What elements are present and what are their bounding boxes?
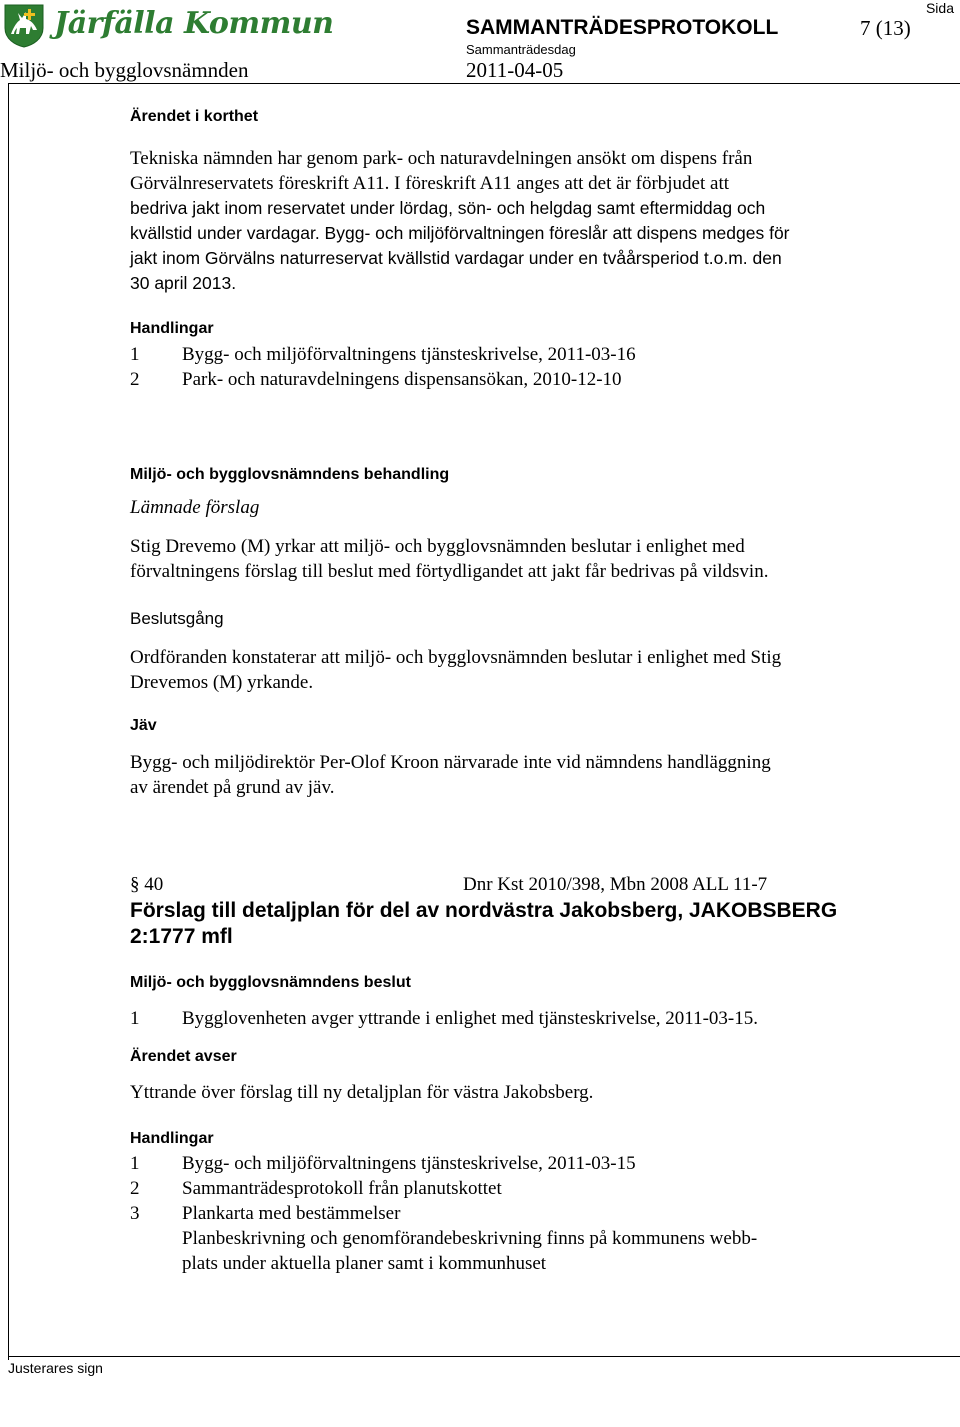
jav-heading: Jäv: [130, 717, 157, 734]
paragraph-line: kvällstid under vardagar. Bygg- och miljöförvaltningen föreslår att dispens medges för: [130, 223, 790, 243]
page-number: 7 (13): [860, 16, 911, 40]
lamnade-forslag-subheading: Lämnade förslag: [130, 497, 260, 518]
paragraph-line: 30 april 2013.: [130, 273, 237, 293]
paragraph-line: bedriva jakt inom reservatet under lördag, sön- och helgdag samt eftermiddag och: [130, 198, 766, 218]
handlingar-heading-2: Handlingar: [130, 1130, 214, 1147]
jav-paragraph: [130, 750, 930, 800]
paragraph-number: [130, 874, 163, 896]
handlingar-note: [182, 1226, 757, 1276]
list-item: [130, 1176, 502, 1201]
title-line: Förslag till detaljplan för del av nordvästra Jakobsberg, JAKOBSBERG: [130, 899, 838, 922]
sammantradesdag-label: Sammanträdesdag: [466, 42, 576, 57]
beslut-heading: Miljö- och bygglovsnämndens beslut: [130, 974, 411, 991]
paragraph-line: av ärendet på grund av jäv.: [130, 777, 335, 798]
beslutsgang-paragraph: [130, 645, 930, 695]
paragraph-line: förvaltningens förslag till beslut med förtydligandet att jakt får bedrivas på vildsvin.: [130, 561, 769, 582]
title-line: 2:1777 mfl: [130, 925, 233, 948]
list-item: [130, 1006, 758, 1031]
list-item-text: Plankarta med bestämmelser: [182, 1203, 401, 1224]
arendet-i-korthet-heading: Ärendet i korthet: [130, 108, 259, 125]
paragraph-line: Bygg- och miljödirektör Per-Olof Kroon närvarade inte vid nämndens handläggning: [130, 752, 771, 773]
paragraph-sign: §: [130, 874, 140, 895]
list-item-text: Bygg- och miljöförvaltningens tjänsteskrivelse, 2011-03-15: [182, 1153, 636, 1174]
list-item: [130, 1201, 400, 1226]
behandling-heading: Miljö- och bygglovsnämndens behandling: [130, 466, 450, 483]
note-line: Planbeskrivning och genomförandebeskrivning finns på kommunens webb-: [182, 1228, 758, 1249]
arendet-paragraph: [130, 146, 930, 296]
committee-name: Miljö- och bygglovsnämnden: [0, 58, 249, 82]
paragraph-line: Görvälnreservatets föreskrift A11. I föreskrift A11 anges att det är förbjudet att: [130, 173, 730, 194]
list-item-number: 3: [130, 1203, 140, 1224]
arendet-avser-text: Yttrande över förslag till ny detaljplan för västra Jakobsberg.: [130, 1082, 594, 1103]
list-item-number: 1: [130, 344, 140, 365]
list-item-text: Park- och naturavdelningens dispensansökan, 2010-12-10: [182, 369, 622, 390]
list-item-text: Sammanträdesprotokoll från planutskottet: [182, 1178, 502, 1199]
paragraph-line: Ordföranden konstaterar att miljö- och bygglovsnämnden beslutar i enlighet med Stig: [130, 647, 782, 668]
footer-divider: [8, 1356, 960, 1357]
forslag-paragraph: [130, 534, 930, 584]
list-item-number: 2: [130, 1178, 140, 1199]
dnr-reference: Dnr Kst 2010/398, Mbn 2008 ALL 11-7: [463, 874, 768, 895]
paragraph-number-value: 40: [144, 874, 164, 895]
meeting-date: 2011-04-05: [466, 58, 564, 82]
document-title: SAMMANTRÄDESPROTOKOLL: [466, 16, 779, 39]
paragraph-line: Tekniska nämnden har genom park- och naturavdelningen ansökt om dispens från: [130, 148, 753, 169]
list-item-text: Bygglovenheten avger yttrande i enlighet med tjänsteskrivelse, 2011-03-15.: [182, 1008, 759, 1029]
beslutsgang-subheading: Beslutsgång: [130, 609, 224, 628]
justerares-sign-label: Justerares sign: [8, 1360, 103, 1376]
left-margin-rule: [8, 83, 9, 1360]
header-divider: [8, 83, 960, 84]
paragraph-line: Stig Drevemo (M) yrkar att miljö- och bygglovsnämnden beslutar i enlighet med: [130, 536, 745, 557]
agenda-item-title: [130, 898, 950, 950]
paragraph-line: Drevemos (M) yrkande.: [130, 672, 314, 693]
list-item: [130, 367, 622, 392]
list-item-number: 1: [130, 1008, 140, 1029]
list-item-number: 2: [130, 369, 140, 390]
list-item-number: 1: [130, 1153, 140, 1174]
municipality-logo-text: Järfälla Kommun: [54, 6, 334, 41]
handlingar-heading: Handlingar: [130, 320, 214, 337]
municipality-shield-icon: [4, 4, 44, 48]
list-item-text: Bygg- och miljöförvaltningens tjänsteskrivelse, 2011-03-16: [182, 344, 636, 365]
list-item: [130, 342, 636, 367]
sida-label: Sida: [925, 0, 954, 16]
arendet-avser-heading: Ärendet avser: [130, 1048, 237, 1065]
list-item: [130, 1151, 636, 1176]
paragraph-line: jakt inom Görvälns naturreservat kvällstid vardagar under en tvåårsperiod t.o.m. den: [130, 248, 782, 268]
note-line: plats under aktuella planer samt i kommunhuset: [182, 1253, 547, 1274]
